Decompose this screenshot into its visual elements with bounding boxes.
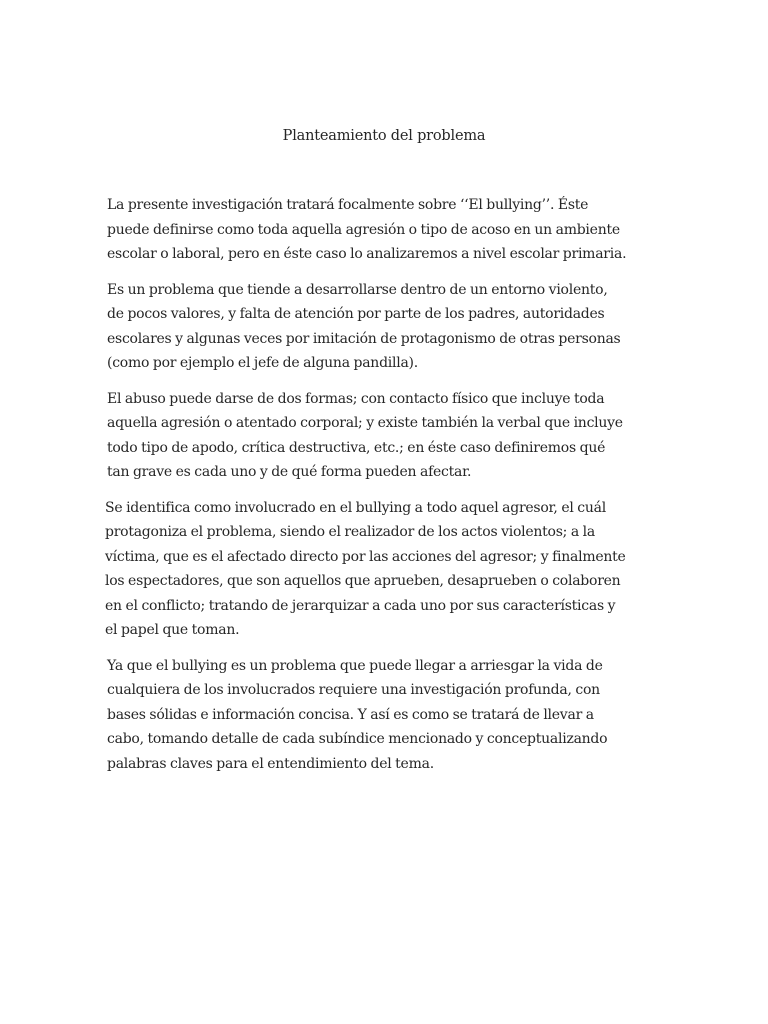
paragraph-3: El abuso puede darse de dos formas; con contacto físico que incluye toda aquella agresión o atentado corporal; y existe también la verbal que incluye todo tipo de apodo, crítica destructiva, etc.; en éste caso definiremos qué tan grave es cada uno y de qué forma pueden afectar. — [107, 390, 623, 480]
paragraph-2: Es un problema que tiende a desarrollarse dentro de un entorno violento, de pocos valores, y falta de atención por parte de los padres, autoridades escolares y algunas veces por imitación de protagonismo de otras personas (como por ejemplo el jefe de alguna pandilla). — [107, 281, 621, 371]
page-title: Planteamiento del problema — [282, 128, 486, 144]
document-body — [107, 193, 627, 787]
paragraph-4: Se identifica como involucrado en el bullying a todo aquel agresor, el cuál protagoniza el problema, siendo el realizador de los actos violentos; a la víctima, que es el afectado directo por las acciones del agresor; y finalmente los espectadores, que son aquellos que aprueben, desaprueben o colaboren en el conflicto; tratando de jerarquizar a cada uno por sus características y el papel que toman. — [105, 499, 626, 638]
paragraph-1: La presente investigación tratará focalmente sobre ‘‘El bullying’’. Éste puede definirse como toda aquella agresión o tipo de acoso en un ambiente escolar o laboral, pero en éste caso lo analizaremos a nivel escolar primaria. — [107, 197, 627, 262]
paragraph-5: Ya que el bullying es un problema que puede llegar a arriesgar la vida de cualquiera de los involucrados requiere una investigación profunda, con bases sólidas e información concisa. Y así es como se tratará de llevar a cabo, tomando detalle de cada subíndice mencionado y conceptualizando palabras claves para el entendimiento del tema. — [107, 657, 608, 772]
